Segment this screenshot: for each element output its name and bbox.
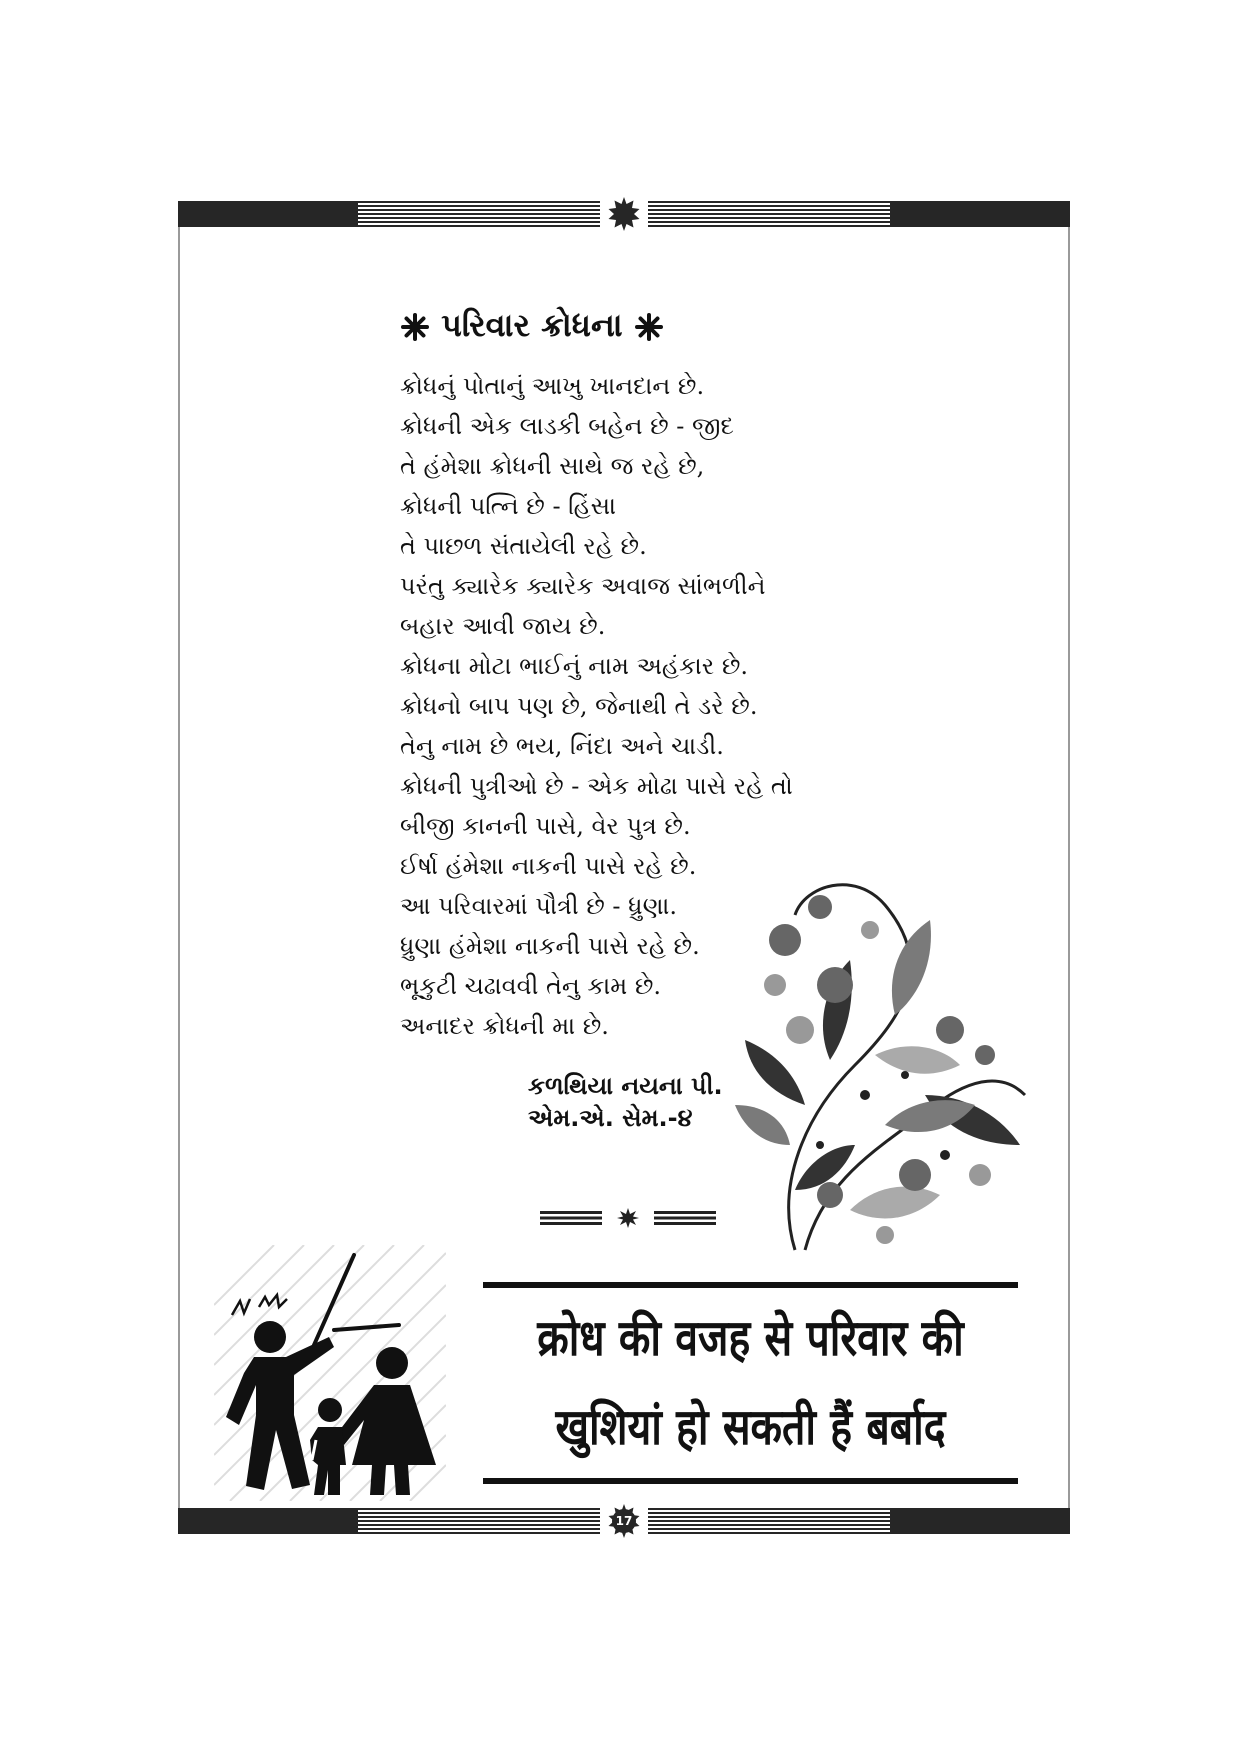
asterisk-icon — [400, 312, 430, 342]
header-bar — [178, 201, 1070, 227]
poem-line: ક્રોધનું પોતાનું આખુ ખાનદાન છે. — [400, 372, 705, 400]
poem-line: આ પરિવારમાં પૌત્રી છે - ધ્રુણા. — [400, 892, 678, 920]
banner-bottom-rule — [483, 1478, 1018, 1484]
poem-line: ક્રોધની એક લાડકી બહેન છે - જીદ — [400, 412, 734, 440]
poem-line: તે હંમેશા ક્રોધની સાથે જ રહે છે, — [400, 452, 705, 480]
poem-line: બહાર આવી જાય છે. — [400, 612, 606, 640]
page-number: 17 — [615, 1514, 633, 1528]
poem-line: તે પાછળ સંતાયેલી રહે છે. — [400, 532, 647, 560]
sunburst-medal-icon — [604, 194, 644, 234]
poem-line: ક્રોધનો બાપ પણ છે, જેનાથી તે ડરે છે. — [400, 692, 758, 720]
poem-line: બીજી કાનની પાસે, વેર પુત્ર છે. — [400, 812, 691, 840]
poem-title — [400, 306, 664, 345]
poem-line: ઈર્ષા હંમેશા નાકની પાસે રહે છે. — [400, 852, 697, 880]
poem-line: ધ્રુણા હંમેશા નાકની પાસે રહે છે. — [400, 932, 700, 960]
floral-flourish-illustration — [735, 845, 1045, 1255]
poem-line: ક્રોધના મોટા ભાઈનું નામ અહંકાર છે. — [400, 652, 749, 680]
poem-line: ક્રોધની પુત્રીઓ છે - એક મોઢા પાસે રહે તો — [400, 772, 793, 800]
asterisk-icon — [634, 312, 664, 342]
ornament-divider — [540, 1208, 716, 1228]
footer-bar — [178, 1508, 1070, 1534]
banner-top-rule — [483, 1282, 1018, 1288]
hindi-headline-line1: क्रोध की वजह से परिवार की — [537, 1309, 964, 1367]
author-class: એમ.એ. સેમ.-૪ — [528, 1104, 693, 1132]
poem-title-text: પરિવાર ક્રોધના — [441, 306, 623, 344]
author-name: કળથિયા નયના પી. — [528, 1072, 723, 1100]
poem-line: અનાદર ક્રોધની મા છે. — [400, 1012, 609, 1040]
angry-family-pictogram — [214, 1245, 446, 1501]
poem-line: ભૂકુટી ચઢાવવી તેનુ કામ છે. — [400, 972, 662, 1000]
poem-line: પરંતુ ક્યારેક ક્યારેક અવાજ સાંભળીને — [400, 572, 766, 600]
hindi-headline-line2: खुशियां हो सकती हैं बर्बाद — [555, 1398, 946, 1456]
poem-line: તેનુ નામ છે ભય, નિંદા અને ચાડી. — [400, 732, 724, 760]
poem-author — [528, 1070, 723, 1134]
poem-line: ક્રોધની પત્નિ છે - હિંસા — [400, 492, 616, 520]
